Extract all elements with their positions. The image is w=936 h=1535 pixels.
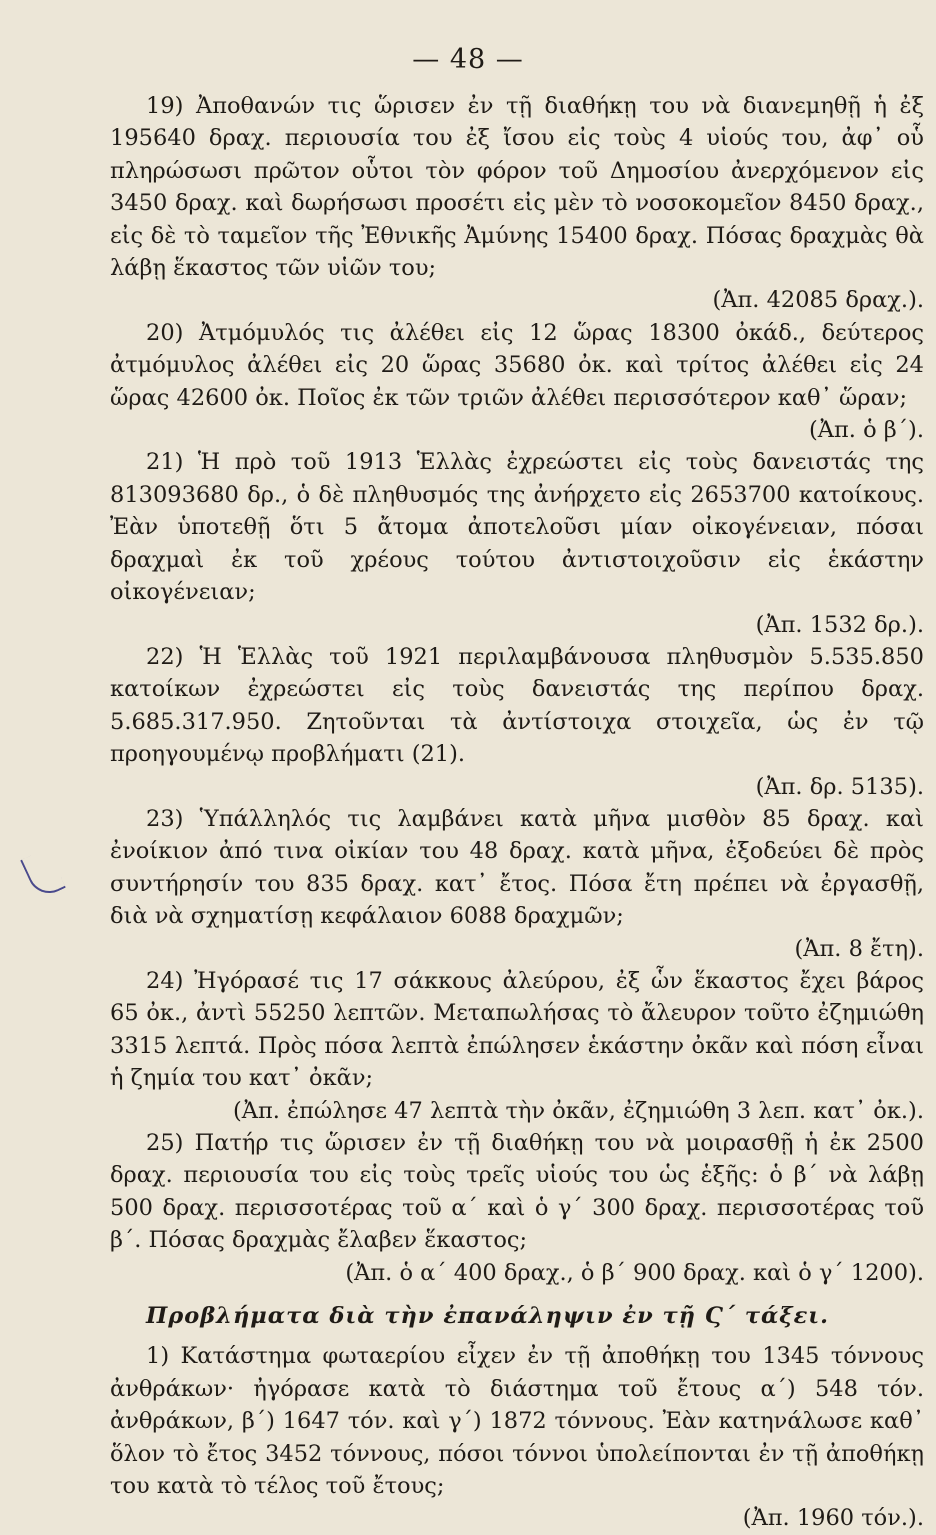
- problem-19: [110, 90, 924, 317]
- problem-text: 1) Κατάστημα φωταερίου εἶχεν ἐν τῇ ἀποθήκῃ του 1345 τόννους ἀνθράκων· ἠγόρασε κατὰ τὸ διάστημα τοῦ ἔτους α΄) 548 τόν. ἀνθράκων, β΄) 1647 τόν. καὶ γ΄) 1872 τόννους. Ἐὰν κατηνάλωσε καθ᾽ ὅλον τὸ ἔτος 3452 τόννους, πόσοι τόννοι ὑπολείπονται ἐν τῇ ἀποθήκῃ του κατὰ τὸ τέλος τοῦ ἔτους;: [110, 1343, 924, 1500]
- problem-answer: (Ἀπ. δρ. 5135).: [755, 773, 924, 800]
- problem-answer: (Ἀπ. 42085 δραχ.).: [712, 287, 924, 314]
- page-content: [110, 90, 924, 1535]
- problem-20: [110, 317, 924, 447]
- section-problem-1: [110, 1340, 924, 1534]
- section-title: Προβλήματα διὰ τὴν ἐπανάληψιν ἐν τῇ Ϛ΄ τάξει.: [146, 1303, 830, 1330]
- problem-21: [110, 446, 924, 640]
- problem-25: [110, 1127, 924, 1289]
- problem-text: 25) Πατήρ τις ὥρισεν ἐν τῇ διαθήκῃ του νὰ μοιρασθῇ ἡ ἐκ 2500 δραχ. περιουσία του εἰς τοὺς τρεῖς υἱούς του ὡς ἑξῆς: ὁ β΄ νὰ λάβῃ 500 δραχ. περισσοτέρας τοῦ α΄ καὶ ὁ γ΄ 300 δραχ. περισσοτέρας τοῦ β΄. Πόσας δραχμὰς ἔλαβεν ἕκαστος;: [110, 1130, 924, 1254]
- problem-text: 24) Ἠγόρασέ τις 17 σάκκους ἀλεύρου, ἐξ ὧν ἕκαστος ἔχει βάρος 65 ὀκ., ἀντὶ 55250 λεπτῶν. Μεταπωλήσας τὸ ἄλευρον τοῦτο ἐζημιώθη 3315 λεπτά. Πρὸς πόσα λεπτὰ ἐπώλησεν ἑκάστην ὀκᾶν καὶ πόση εἶναι ἡ ζημία του κατ᾽ ὀκᾶν;: [110, 967, 924, 1092]
- problem-answer: (Ἀπ. 8 ἔτη).: [794, 935, 924, 962]
- problem-22: [110, 641, 924, 803]
- problem-answer: (Ἀπ. 1532 δρ.).: [755, 611, 924, 638]
- problem-text: 23) Ὑπάλληλός τις λαμβάνει κατὰ μῆνα μισθὸν 85 δραχ. καὶ ἐνοίκιον ἀπό τινα οἰκίαν του 48 δραχ. κατὰ μῆνα, ἐξοδεύει δὲ πρὸς συντήρησίν του 835 δραχ. κατ᾽ ἔτος. Πόσα ἔτη πρέπει νὰ ἐργασθῇ, διὰ νὰ σχηματίσῃ κεφάλαιον 6088 δραχμῶν;: [110, 805, 924, 930]
- problem-answer: (Ἀπ. ὁ α΄ 400 δραχ., ὁ β΄ 900 δραχ. καὶ ὁ γ΄ 1200).: [345, 1259, 924, 1286]
- margin-check-mark: [20, 848, 66, 901]
- problem-text: 21) Ἡ πρὸ τοῦ 1913 Ἑλλὰς ἐχρεώστει εἰς τοὺς δανειστάς της 813093680 δρ., ὁ δὲ πληθυσμός της ἀνήρχετο εἰς 2653700 κατοίκους. Ἐὰν ὑποτεθῇ ὅτι 5 ἄτομα ἀποτελοῦσι μίαν οἰκογένειαν, πόσαι δραχμαὶ ἐκ τοῦ χρέους τούτου ἀντιστοιχοῦσιν εἰς ἑκάστην οἰκογένειαν;: [110, 449, 924, 606]
- problem-23: [110, 803, 924, 965]
- page-number: — 48 —: [412, 44, 524, 75]
- problem-text: 20) Ἀτμόμυλός τις ἀλέθει εἰς 12 ὥρας 18300 ὀκάδ., δεύτερος ἀτμόμυλος ἀλέθει εἰς 20 ὥρας 35680 ὀκ. καὶ τρίτος ἀλέθει εἰς 24 ὥρας 42600 ὀκ. Ποῖος ἐκ τῶν τριῶν ἀλέθει περισσότερον καθ᾽ ὥραν;: [110, 319, 924, 411]
- problem-answer: (Ἀπ. ὁ β΄).: [808, 417, 924, 444]
- problem-answer: (Ἀπ. 1960 τόν.).: [742, 1505, 924, 1532]
- problem-answer: (Ἀπ. ἐπώλησε 47 λεπτὰ τὴν ὀκᾶν, ἐζημιώθη 3 λεπ. κατ᾽ ὀκ.).: [232, 1097, 924, 1124]
- problem-text: 19) Ἀποθανών τις ὥρισεν ἐν τῇ διαθήκῃ του νὰ διανεμηθῇ ἡ ἐξ 195640 δραχ. περιουσία του ἐξ ἴσου εἰς τοὺς 4 υἱούς του, ἀφ᾽ οὗ πληρώσωσι πρῶτον οὗτοι τὸν φόρον τοῦ Δημοσίου ἀνερχόμενον εἰς 3450 δραχ. καὶ δωρήσωσι προσέτι εἰς μὲν τὸ νοσοκομεῖον 8450 δραχ., εἰς δὲ τὸ ταμεῖον τῆς Ἐθνικῆς Ἀμύνης 15400 δραχ. Πόσας δραχμὰς θὰ λάβῃ ἕκαστος τῶν υἱῶν του;: [110, 93, 924, 282]
- problem-24: [110, 965, 924, 1127]
- problem-text: 22) Ἡ Ἑλλὰς τοῦ 1921 περιλαμβάνουσα πληθυσμὸν 5.535.850 κατοίκων ἐχρεώστει εἰς τοὺς δανειστάς της περίπου δραχ. 5.685.317.950. Ζητοῦνται τὰ ἀντίστοιχα στοιχεῖα, ὡς ἐν τῷ προηγουμένῳ προβλήματι (21).: [110, 643, 924, 768]
